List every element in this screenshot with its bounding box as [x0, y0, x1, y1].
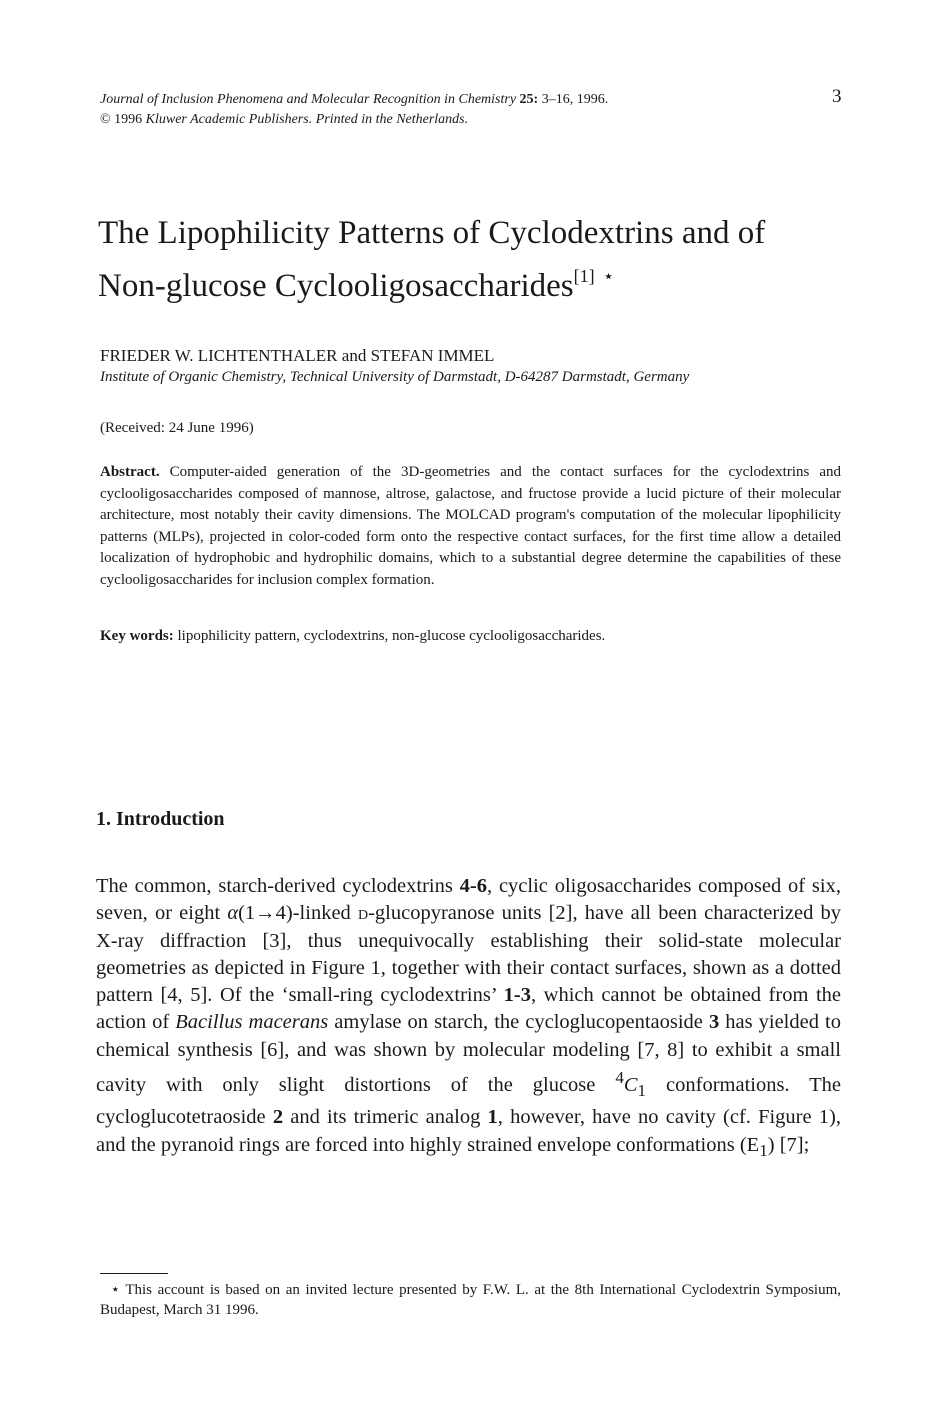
copyright-symbol: © [100, 112, 111, 127]
abstract-label: Abstract. [100, 464, 160, 480]
introduction-paragraph: The common, starch-derived cyclodextrins 4-6, cyclic oligosaccharides composed of six, seven, or eight α(1→4)-linked d-glucopyranose units [2], have all been characterized by X-ray diffraction [3], thus unequivocally establishing their solid-state molecular geometries as depicted in Figure 1, together with their contact surfaces, shown as a dotted pattern [4, 5]. Of the ‘small-ring cyclodextrins’ 1-3, which cannot be obtained from the action of Bacillus macerans amylase on starch, the cycloglucopentaoside 3 has yielded to chemical synthesis [6], and was shown by molecular modeling [7, 8] to exhibit a small cavity with only slight distortions of the glucose $^4C_1$ conformations. The cycloglucotetraoside 2 and its trimeric analog 1, however, have no cavity (cf. Figure 1), and the pyranoid rings are forced into highly strained envelope conformations $(E_1)$ [7]; [96, 875, 841, 1160]
footnote-text: This account is based on an invited lecture presented by F.W. L. at the 8th International Cyclodextrin Symposium, Budapest, March 31 1996. [100, 1282, 841, 1318]
title-ref: [1] [573, 266, 595, 286]
printed-location: Printed in the Netherlands. [315, 112, 469, 127]
title-star: ⋆ [602, 266, 615, 286]
journal-header [100, 90, 800, 130]
abstract-text: Computer-aided generation of the 3D-geometries and the contact surfaces for the cyclodextrins and cyclooligosaccharides composed of mannose, altrose, galactose, and fructose provide a lucid picture of their molecular architecture, most notably their cavity dimensions. The MOLCAD program's computation of the molecular lipophilicity patterns (MLPs), projected in color-coded form onto the respective contact surfaces, for the first time allow a detailed localization of hydrophobic and hydrophilic domains, which to a substantial degree determine the capabilities of these cyclooligosaccharides for inclusion complex formation. [100, 464, 842, 588]
paper-title [98, 212, 858, 308]
received-date: (Received: 24 June 1996) [100, 420, 254, 436]
footnote-mark: ⋆ [110, 1282, 120, 1298]
journal-name: Journal of Inclusion Phenomena and Molecular Recognition in Chemistry [100, 92, 517, 107]
copyright-year: 1996 [114, 112, 143, 127]
journal-line-1 [100, 90, 800, 110]
title-line-1: The Lipophilicity Patterns of Cyclodextrins and of [98, 215, 766, 251]
journal-pages: 3–16, 1996. [541, 92, 609, 107]
footnote-rule [100, 1273, 168, 1274]
abstract [100, 462, 841, 591]
section-heading: 1. Introduction [96, 808, 225, 830]
authors: FRIEDER W. LICHTENTHALER and STEFAN IMMEL [100, 346, 495, 365]
footnote [100, 1280, 841, 1320]
keywords [100, 626, 841, 648]
title-line-2: Non-glucose Cyclooligosaccharides[1] ⋆ [98, 266, 615, 304]
keywords-text: lipophilicity pattern, cyclodextrins, non-glucose cyclooligosaccharides. [177, 628, 606, 644]
publisher: Kluwer Academic Publishers. [145, 112, 313, 127]
journal-volume: 25: [519, 92, 539, 107]
keywords-label: Key words: [100, 628, 174, 644]
journal-line-2 [100, 110, 800, 130]
affiliation: Institute of Organic Chemistry, Technical University of Darmstadt, D-64287 Darmstadt, Germany [100, 369, 690, 385]
page-number: 3 [832, 86, 842, 107]
